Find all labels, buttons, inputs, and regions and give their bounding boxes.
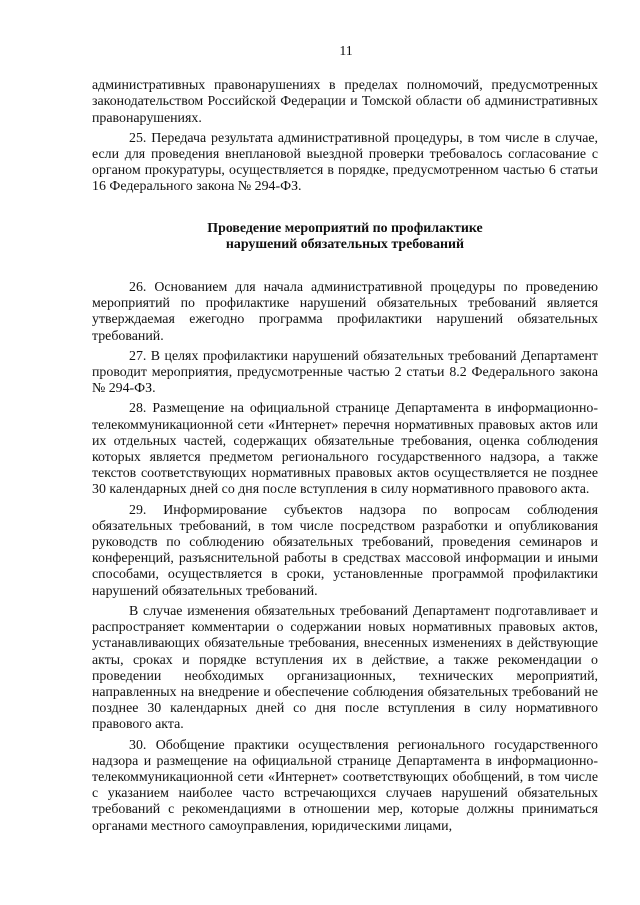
paragraph-continuation: административных правонарушениях в пределах полномочий, предусмотренных законодательством Российской Федерации и Томской области об административных правонарушениях. — [92, 78, 598, 126]
paragraph-28: 28. Размещение на официальной странице Департамента в информационно-телекоммуникационной сети «Интернет» перечня нормативных правовых актов или их отдельных частей, содержащих обязательные требования, оценка соблюдения которых является предметом регионального государственного надзора, а также текстов соответствующих нормативных правовых актов осуществляется не позднее 30 календарных дней со дня после вступления в силу нормативного правового акта. — [92, 401, 598, 498]
section-heading-line-1: Проведение мероприятий по профилактике — [207, 220, 483, 236]
paragraph-26: 26. Основанием для начала административной процедуры по проведению мероприятий по профилактике нарушений обязательных требований является утверждаемая ежегодно программа профилактики нарушений обязательных требований. — [92, 280, 598, 344]
paragraph-27: 27. В целях профилактики нарушений обязательных требований Департамент проводит мероприятия, предусмотренные частью 2 статьи 8.2 Федерального закона № 294-ФЗ. — [92, 348, 598, 397]
paragraph-25: 25. Передача результата административной процедуры, в том числе в случае, если для проведения внеплановой выездной проверки требовалось согласование с органом прокуратуры, осуществляется в порядке, предусмотренном частью 6 статьи 16 Федерального закона № 294-ФЗ. — [92, 130, 598, 195]
paragraph-29-continuation: В случае изменения обязательных требований Департамент подготавливает и распространяет комментарии о содержании новых нормативных правовых актов, устанавливающих обязательные требования, внесенных изменениях в действующие акты, сроках и порядке вступления их в действие, а также рекомендации о проведении необходимых организационных, технических мероприятий, направленных на внедрение и обеспечение соблюдения обязательных требований не позднее 30 календарных дней со дня после вступления в силу нормативного правового акта. — [92, 603, 598, 733]
section-heading — [92, 221, 598, 253]
page-number: 11 — [339, 44, 353, 59]
paragraph-29: 29. Информирование субъектов надзора по вопросам соблюдения обязательных требований, в том числе посредством разработки и опубликования руководств по соблюдению обязательных требований, проведения семинаров и конференций, разъяснительной работы в средствах массовой информации и иными способами, осуществляется в сроки, установленные программой профилактики нарушений обязательных требований. — [92, 502, 598, 599]
section-heading-line-2: нарушений обязательных требований — [225, 236, 465, 252]
paragraph-30: 30. Обобщение практики осуществления регионального государственного надзора и размещение на официальной странице Департамента в информационно-телекоммуникационной сети «Интернет» соответствующих обобщений, в том числе с указанием наиболее часто встречающихся случаев нарушений обязательных требований с рекомендациями в отношении мер, которые должны приниматься органами местного самоуправления, юридическими лицами, — [92, 737, 598, 834]
